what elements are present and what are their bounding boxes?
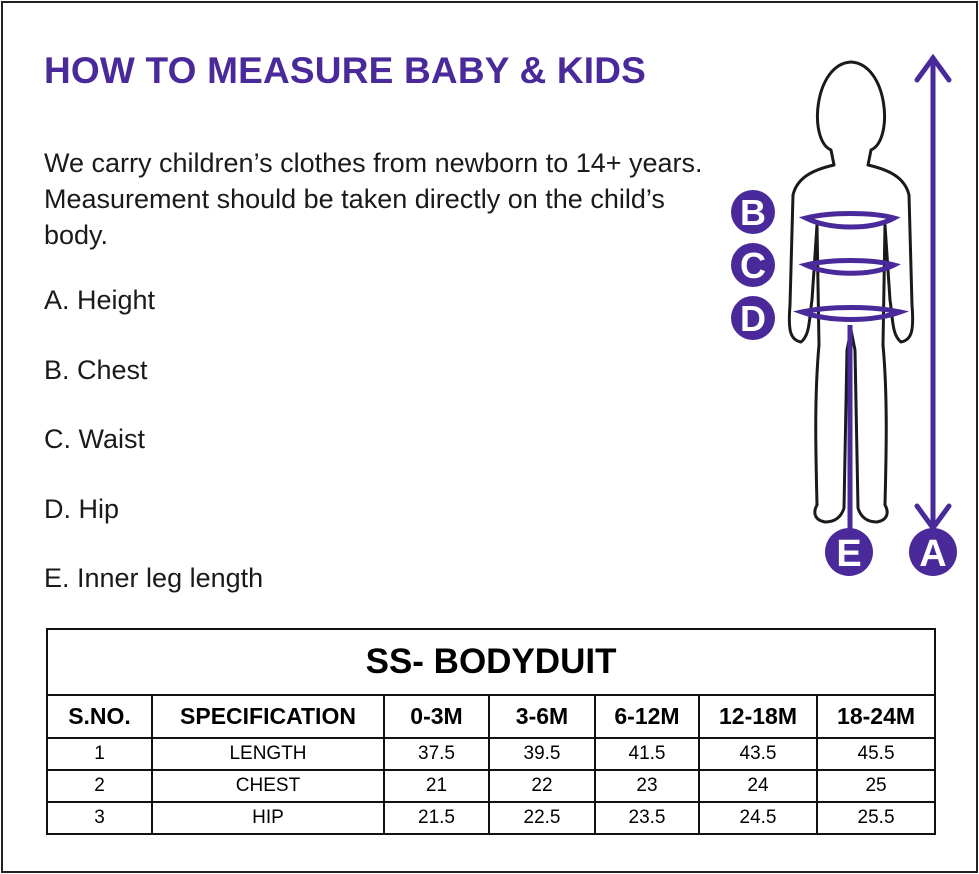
header-cell: S.NO. (47, 695, 152, 738)
table-cell: 21 (384, 770, 489, 802)
table-cell: 22 (489, 770, 595, 802)
table-cell: 25 (817, 770, 935, 802)
table-header-row (47, 695, 935, 738)
marker-a-label: A (919, 533, 947, 575)
measurement-chest: B. Chest (44, 355, 148, 385)
table-row (47, 770, 935, 802)
table-cell: 23.5 (595, 802, 699, 834)
table-cell: 37.5 (384, 738, 489, 770)
table-row (47, 802, 935, 834)
measurement-waist: C. Waist (44, 424, 145, 454)
height-arrow (917, 58, 949, 528)
table-cell: LENGTH (152, 738, 384, 770)
table-cell: 3 (47, 802, 152, 834)
header-cell: SPECIFICATION (152, 695, 384, 738)
table-cell: 43.5 (699, 738, 817, 770)
header-cell: 3-6M (489, 695, 595, 738)
table-title: SS- BODYDUIT (47, 629, 935, 695)
size-chart-table (46, 628, 936, 835)
measurement-height: A. Height (44, 285, 156, 315)
child-measurement-figure (720, 45, 970, 585)
table-cell: 23 (595, 770, 699, 802)
marker-c-label: C (740, 245, 766, 286)
measurement-hip: D. Hip (44, 494, 120, 524)
marker-d-label: D (740, 298, 766, 339)
table-cell: 39.5 (489, 738, 595, 770)
measurement-inner-leg: E. Inner leg length (44, 563, 264, 593)
table-cell: 21.5 (384, 802, 489, 834)
marker-e (825, 528, 873, 576)
table-cell: 24.5 (699, 802, 817, 834)
marker-c (731, 243, 775, 287)
intro-paragraph: We carry children’s clothes from newborn to 14+ years. Measurement should be taken directly on the child’s body. (44, 148, 703, 250)
table-cell: 25.5 (817, 802, 935, 834)
marker-b (731, 190, 775, 234)
page-title: HOW TO MEASURE BABY & KIDS (44, 50, 647, 91)
marker-a (909, 528, 957, 576)
marker-b-label: B (740, 192, 766, 233)
table-cell: 45.5 (817, 738, 935, 770)
table-cell: 1 (47, 738, 152, 770)
table-cell: CHEST (152, 770, 384, 802)
header-cell: 18-24M (817, 695, 935, 738)
header-cell: 6-12M (595, 695, 699, 738)
table-cell: 22.5 (489, 802, 595, 834)
header-cell: 0-3M (384, 695, 489, 738)
table-row (47, 738, 935, 770)
table-cell: HIP (152, 802, 384, 834)
table-title-row (47, 629, 935, 695)
table-cell: 2 (47, 770, 152, 802)
table-cell: 24 (699, 770, 817, 802)
marker-d (731, 296, 775, 340)
table-cell: 41.5 (595, 738, 699, 770)
header-cell: 12-18M (699, 695, 817, 738)
marker-e-label: E (836, 533, 862, 575)
